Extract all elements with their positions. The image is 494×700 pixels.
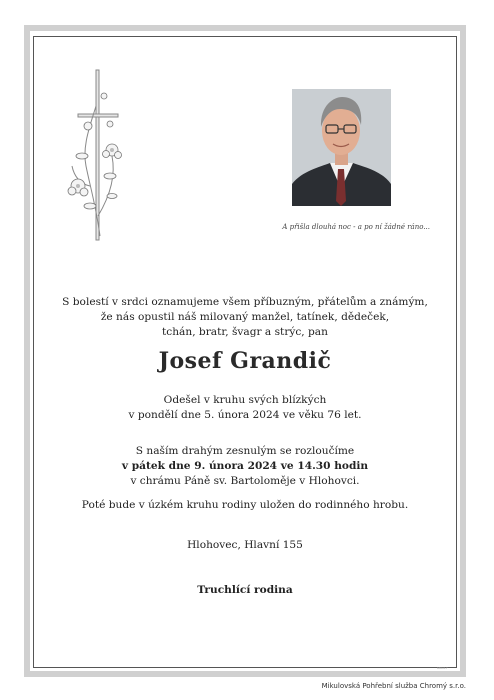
ceremony-place: v chrámu Páně sv. Bartoloměje v Hlohovci. [130,475,360,487]
address: Hlohovec, Hlavní 155 [187,539,303,551]
portrait-photo [292,89,391,206]
ceremony-line: S naším drahým zesnulým se rozloučíme [135,445,355,457]
motto-text: A přišla dlouhá noc - a po ní žádné ráno... [282,223,430,231]
passing-line: v pondělí dne 5. února 2024 ve věku 76 let. [128,409,362,421]
ceremony-date: v pátek dne 9. února 2024 ve 14.30 hodin [121,460,369,472]
announcement-line: S bolestí v srdci oznamujeme všem příbuzným, přátelům a známým, [62,296,428,308]
passing-info [40,393,450,423]
funeral-service-footer: Mikulovská Pohřební služba Chromý s.r.o. [321,682,466,690]
signature: Truchlící rodina [197,584,293,596]
announcement-line: že nás opustil náš milovaný manžel, tatínek, dědeček, [100,311,390,323]
passing-line: Odešel v kruhu svých blízkých [163,394,327,406]
burial-info: Poté bude v úzkém kruhu rodiny uložen do rodinného hrobu. [81,499,409,511]
document-code: 6MO17 [437,666,448,670]
announcement-line: tchán, bratr, švagr a strýc, pan [162,326,328,338]
ceremony-info [40,444,450,489]
deceased-name: Josef Grandič [158,348,332,374]
cross-flower-icon [60,66,140,246]
announcement [40,295,450,340]
